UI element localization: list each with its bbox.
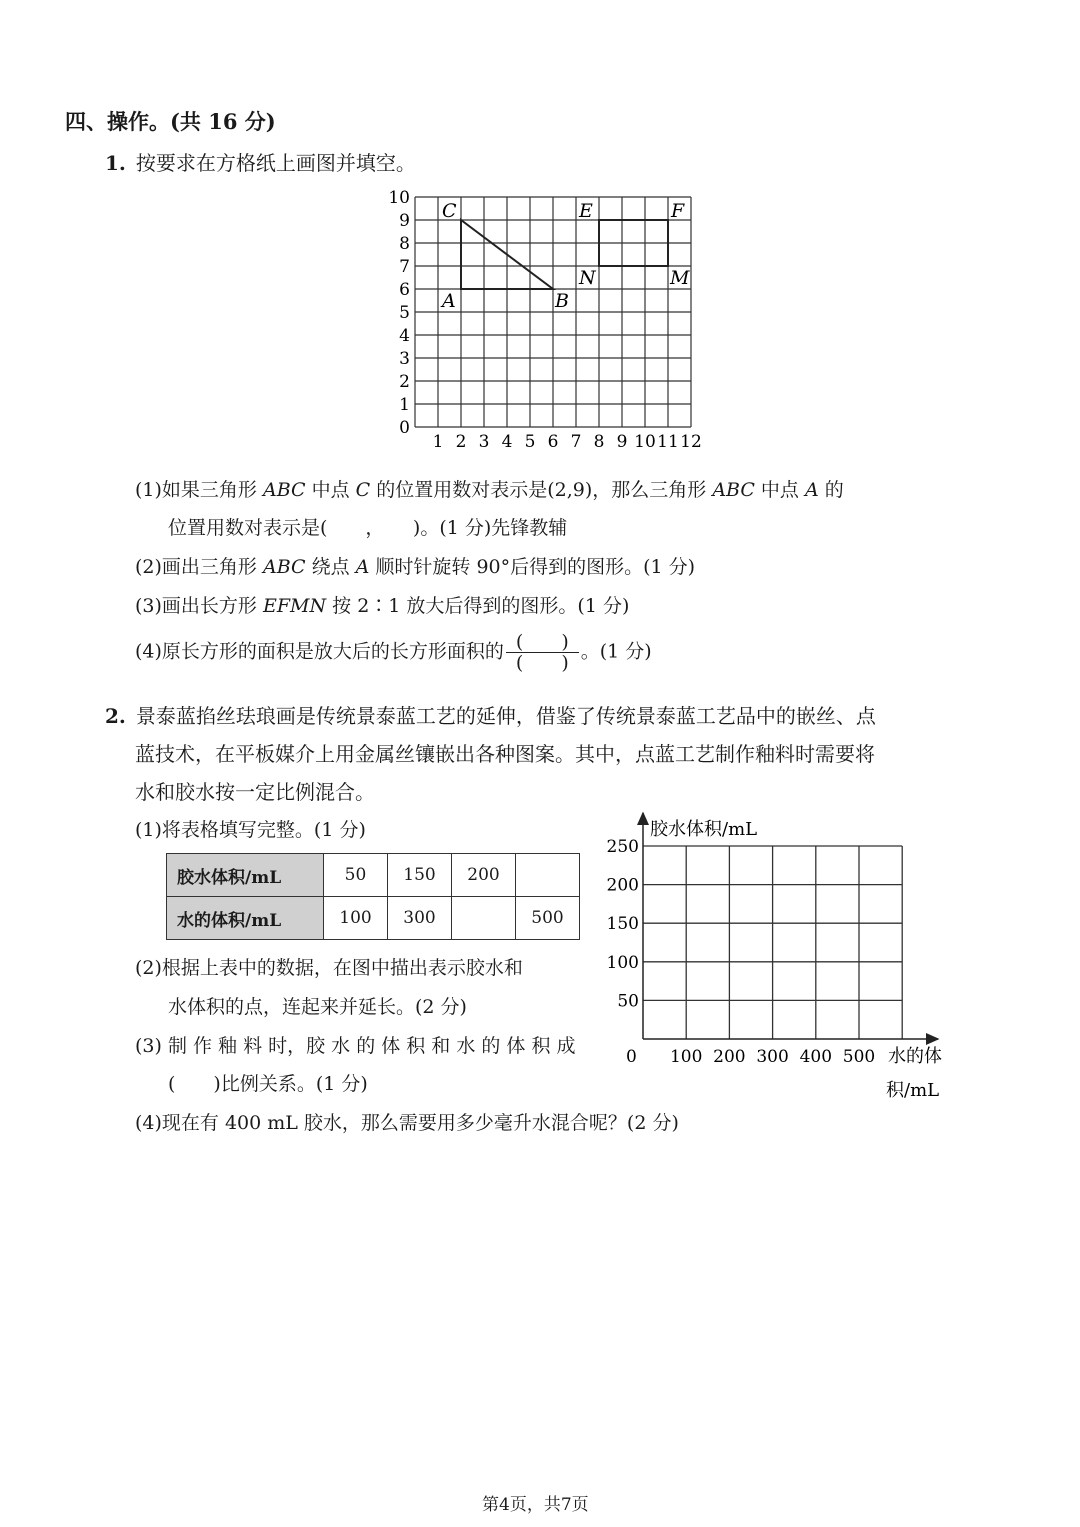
q2-sub2-line1: (2)根据上表中的数据，在图中描出表示胶水和 [135, 957, 523, 979]
text: (1)如果三角形 [135, 479, 263, 501]
text: 中点 [754, 479, 805, 501]
rectangle-name: EFMN [262, 595, 327, 617]
table-cell: 100 [324, 897, 388, 940]
q2-sub3-line2: ( )比例关系。(1 分) [168, 1073, 368, 1095]
grid-y-tick-label: 1 [399, 395, 410, 415]
point-label-f: F [671, 200, 685, 222]
grid-x-tick-label: 1 [432, 432, 444, 452]
question-2-line3: 水和胶水按一定比例混合。 [135, 780, 375, 804]
fraction-denominator[interactable]: ( ) [515, 652, 569, 674]
triangle-name: ABC [262, 556, 306, 578]
grid-y-tick-label: 5 [399, 303, 410, 323]
chart-x-axis-label-line1: 水的体 [888, 1046, 942, 1067]
grid-x-tick-label: 3 [478, 432, 490, 452]
text: 的位置用数对表示是(2,9)，那么三角形 [370, 479, 713, 501]
question-2-number: 2. [105, 704, 126, 728]
grid-y-tick-label: 6 [399, 280, 410, 300]
chart-y-tick-label: 200 [606, 875, 639, 896]
grid-x-tick-label: 8 [593, 432, 605, 452]
volume-chart [598, 805, 963, 1105]
point-label-c: C [442, 200, 457, 222]
page-number: 第4页，共7页 [482, 1495, 589, 1515]
point-label-e: E [579, 200, 593, 222]
q2-sub4: (4)现在有 400 mL 胶水，那么需要用多少毫升水混合呢？(2 分) [135, 1112, 679, 1134]
grid-y-tick-label: 7 [399, 257, 410, 277]
q1-sub1-line2: 位置用数对表示是( ， )。(1 分)先锋教辅 [168, 517, 568, 539]
chart-y-ticks [607, 837, 639, 1011]
question-1 [105, 147, 416, 176]
point-name: A [804, 479, 819, 501]
grid-x-tick-label: 10 [634, 432, 656, 452]
grid-y-tick-label: 2 [399, 372, 410, 392]
table-header: 胶水体积/mL [167, 854, 324, 897]
grid-y-labels [388, 188, 410, 438]
text: 绕点 [305, 556, 356, 578]
grid-x-tick-label: 2 [455, 432, 467, 452]
grid-y-tick-label: 3 [399, 349, 410, 369]
q2-sub3-line1: (3) 制 作 釉 料 时，胶 水 的 体 积 和 水 的 体 积 成 [135, 1035, 576, 1057]
chart-x-tick-label: 400 [799, 1047, 833, 1067]
section-title: 四、操作。(共 16 分) [65, 109, 276, 134]
chart-x-axis-label-line2: 积/mL [886, 1080, 940, 1101]
grid-y-tick-label: 0 [399, 418, 410, 438]
table-cell: 50 [324, 854, 388, 897]
chart-origin-label: 0 [626, 1047, 637, 1067]
data-table [166, 853, 580, 940]
grid-x-tick-label: 6 [547, 432, 559, 452]
table-cell: 200 [452, 854, 516, 897]
text: (3)画出长方形 [135, 595, 263, 617]
grid-x-tick-label: 9 [616, 432, 628, 452]
grid-y-tick-label: 8 [399, 234, 410, 254]
q2-sub1: (1)将表格填写完整。(1 分) [135, 819, 366, 841]
q1-sub1-line1 [135, 475, 844, 502]
grid-x-tick-label: 5 [524, 432, 536, 452]
table-row [167, 897, 580, 940]
question-1-number: 1. [105, 151, 126, 175]
q1-sub3 [135, 591, 629, 618]
point-label-m: M [670, 267, 690, 289]
text: (4)原长方形的面积是放大后的长方形面积的 [135, 640, 504, 663]
q1-sub4 [135, 632, 652, 673]
fraction-blank[interactable] [506, 632, 579, 673]
point-label-n: N [579, 267, 596, 289]
chart-x-tick-label: 100 [669, 1047, 703, 1067]
grid-lines [415, 197, 691, 427]
grid-x-tick-label: 7 [570, 432, 582, 452]
text: 顺时针旋转 90°后得到的图形。(1 分) [369, 556, 696, 578]
triangle-name: ABC [712, 479, 755, 501]
fraction-numerator[interactable]: ( ) [506, 632, 579, 653]
chart-x-tick-label: 200 [713, 1047, 746, 1067]
grid-x-tick-label: 12 [680, 432, 702, 452]
question-1-text: 按要求在方格纸上画图并填空。 [135, 151, 416, 175]
chart-y-axis-label: 胶水体积/mL [650, 819, 758, 840]
table-header: 水的体积/mL [167, 897, 324, 940]
question-2-line1: 景泰蓝掐丝珐琅画是传统景泰蓝工艺的延伸，借鉴了传统景泰蓝工艺品中的嵌丝、点 [135, 704, 876, 728]
text: 。(1 分) [580, 640, 652, 663]
chart-y-tick-label: 100 [606, 952, 639, 973]
chart-y-tick-label: 50 [617, 991, 639, 1012]
chart-grid [643, 846, 902, 1039]
text: 按 2∶1 放大后得到的图形。(1 分) [326, 595, 630, 617]
point-name: A [355, 556, 370, 578]
text: 中点 [305, 479, 356, 501]
triangle-name: ABC [262, 479, 306, 501]
chart-x-tick-label: 300 [756, 1047, 789, 1067]
chart-y-tick-label: 250 [606, 837, 639, 857]
chart-x-tick-label: 500 [842, 1047, 876, 1067]
point-name: C [355, 479, 371, 501]
table-cell-blank[interactable] [452, 897, 516, 940]
table-cell: 150 [388, 854, 452, 897]
coordinate-grid [380, 182, 710, 457]
table-cell-blank[interactable] [516, 854, 580, 897]
grid-x-tick-label: 11 [657, 432, 679, 452]
grid-x-labels [433, 432, 702, 452]
grid-y-tick-label: 10 [388, 188, 410, 208]
q2-sub2-line2: 水体积的点，连起来并延长。(2 分) [168, 996, 467, 1018]
grid-y-tick-label: 9 [399, 211, 410, 231]
q1-sub2 [135, 552, 695, 579]
table-cell: 300 [388, 897, 452, 940]
question-2-line2: 蓝技术，在平板媒介上用金属丝镶嵌出各种图案。其中，点蓝工艺制作釉料时需要将 [135, 742, 875, 766]
point-label-b: B [555, 290, 569, 312]
chart-y-tick-label: 150 [606, 914, 639, 935]
chart-x-ticks [670, 1047, 875, 1067]
grid-y-tick-label: 4 [399, 326, 410, 346]
point-label-a: A [442, 290, 456, 312]
question-2 [105, 700, 876, 729]
table-cell: 500 [516, 897, 580, 940]
text: (2)画出三角形 [135, 556, 263, 578]
text: 的 [818, 479, 844, 501]
table-row [167, 854, 580, 897]
grid-x-tick-label: 4 [501, 432, 513, 452]
